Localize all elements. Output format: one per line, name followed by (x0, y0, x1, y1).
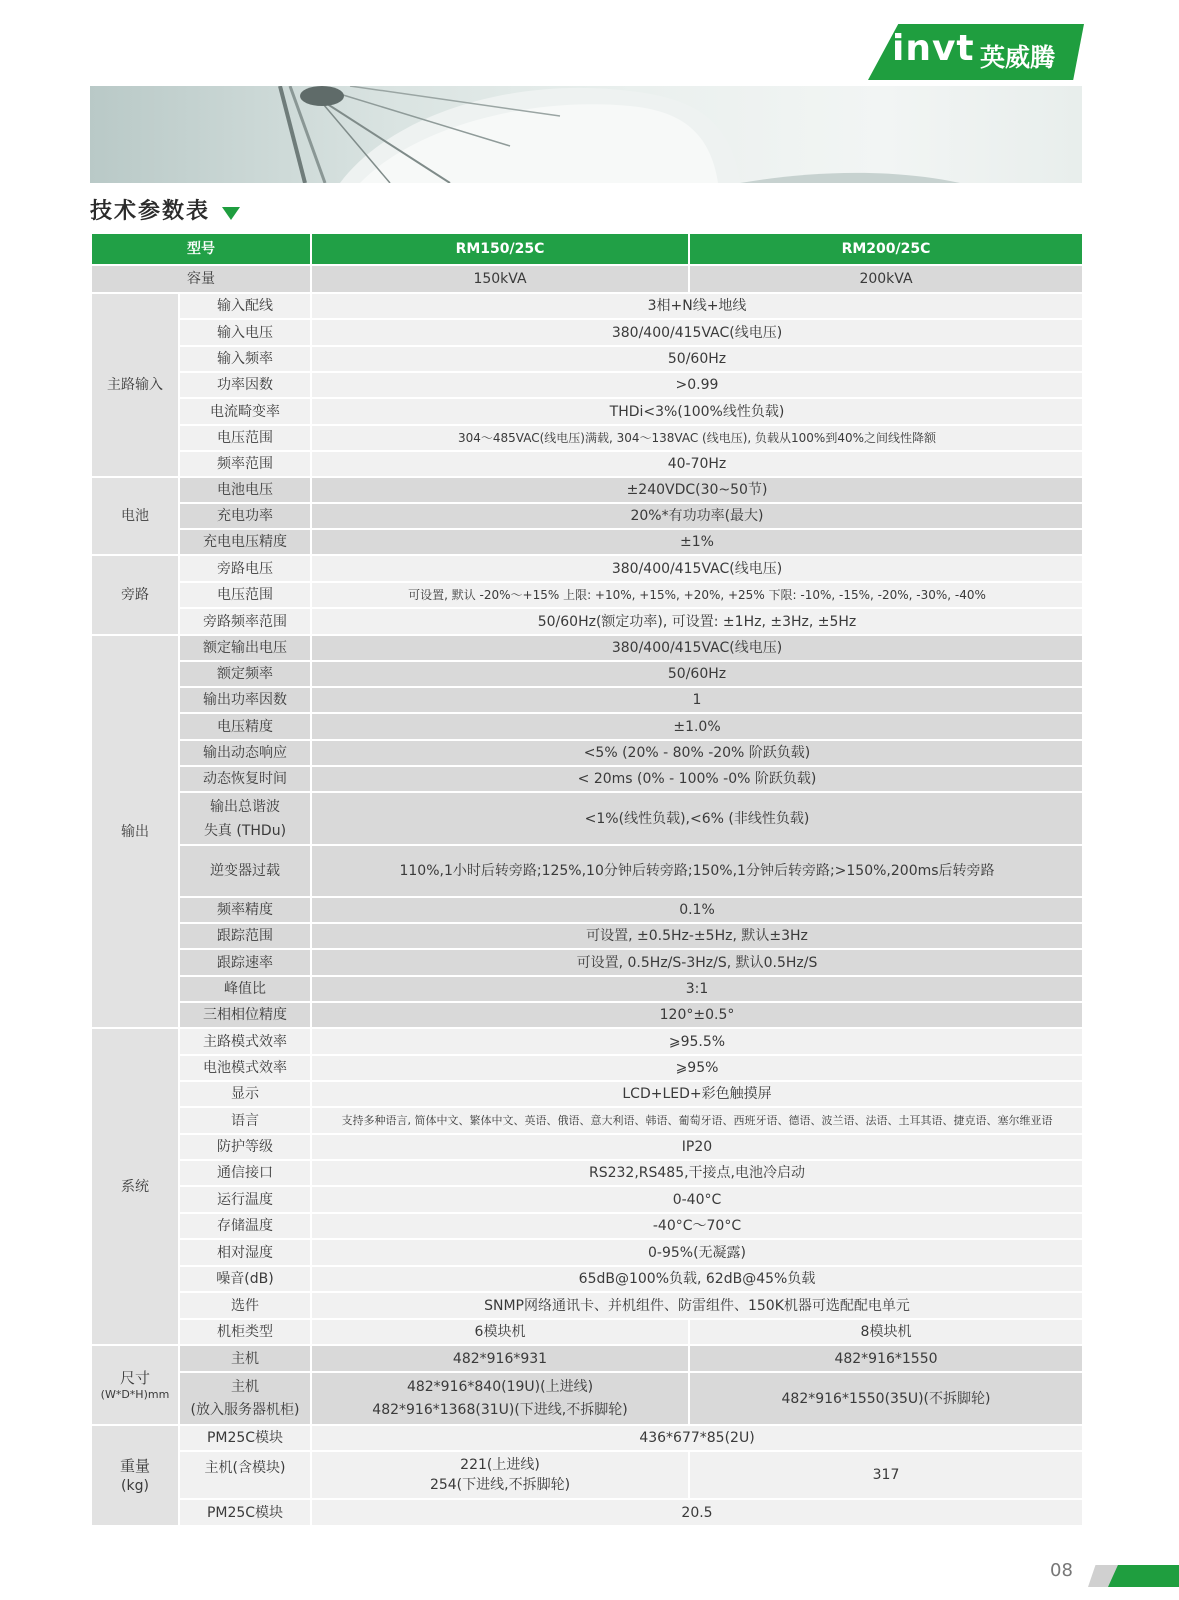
header-col2: RM200/25C (689, 233, 1083, 265)
row-value: RS232,RS485,干接点,电池冷启动 (311, 1160, 1083, 1186)
row-value: ⩾95.5% (311, 1028, 1083, 1055)
row-label: 旁路频率范围 (179, 608, 311, 635)
row-value: 50/60Hz(额定功率), 可设置: ±1Hz, ±3Hz, ±5Hz (311, 608, 1083, 635)
row-value: 支持多种语言, 简体中文、繁体中文、英语、俄语、意大利语、韩语、葡萄牙语、西班牙语、德语、波兰语、法语、土耳其语、捷克语、塞尔维亚语 (311, 1107, 1083, 1134)
row-value: LCD+LED+彩色触摸屏 (311, 1081, 1083, 1107)
group-size-title: 尺寸 (119, 1369, 150, 1387)
row-label: 防护等级 (179, 1134, 311, 1160)
row-value: ±1.0% (311, 713, 1083, 740)
section-title-text: 技术参数表 (90, 198, 211, 224)
row-label: 主机 (179, 1345, 311, 1372)
logo-chinese-name: 英威腾 (980, 43, 1056, 72)
row-label: 电压精度 (179, 713, 311, 740)
row-label: 电压范围 (179, 582, 311, 608)
row-value: IP20 (311, 1134, 1083, 1160)
group-main-input: 主路输入 (91, 293, 179, 477)
row-value: 50/60Hz (311, 346, 1083, 372)
table-row (91, 1319, 1083, 1345)
table-row (91, 372, 1083, 398)
row-label: 频率精度 (179, 897, 311, 923)
row-value: 3:1 (311, 976, 1083, 1002)
row-label: 语言 (179, 1107, 311, 1134)
row-label: 功率因数 (179, 372, 311, 398)
row-label: PM25C模块 (179, 1425, 311, 1451)
row-label: 动态恢复时间 (179, 766, 311, 792)
table-row (91, 582, 1083, 608)
row-value: 120°±0.5° (311, 1002, 1083, 1028)
row-label: 主机(含模块) (179, 1451, 311, 1499)
header-col1: RM150/25C (311, 233, 689, 265)
table-row (91, 923, 1083, 949)
row-value-line2: 482*916*1368(31U)(下进线,不拆脚轮) (372, 1402, 628, 1418)
row-value: 50/60Hz (311, 661, 1083, 687)
table-row (91, 1186, 1083, 1213)
row-value: 317 (689, 1451, 1083, 1499)
triangle-down-icon (222, 207, 240, 220)
row-label: 通信接口 (179, 1160, 311, 1186)
table-row (91, 1134, 1083, 1160)
table-row (91, 1451, 1083, 1499)
group-system: 系统 (91, 1028, 179, 1345)
row-value-line1: 221(上进线) (460, 1457, 540, 1473)
table-row (91, 740, 1083, 766)
row-value: >0.99 (311, 372, 1083, 398)
row-label: 旁路电压 (179, 555, 311, 582)
row-value: SNMP网络通讯卡、并机组件、防雷组件、150K机器可选配配电单元 (311, 1292, 1083, 1319)
row-label: 运行温度 (179, 1186, 311, 1213)
row-value-line2: 254(下进线,不拆脚轮) (429, 1477, 571, 1493)
group-size (91, 1345, 179, 1425)
table-row (91, 451, 1083, 477)
row-value: 40-70Hz (311, 451, 1083, 477)
row-label: 存储温度 (179, 1213, 311, 1239)
row-label (179, 1372, 311, 1425)
row-value: 可设置, ±0.5Hz-±5Hz, 默认±3Hz (311, 923, 1083, 949)
group-output: 输出 (91, 635, 179, 1028)
row-value (311, 1372, 689, 1425)
row-value: < 20ms (0% - 100% -0% 阶跃负载) (311, 766, 1083, 792)
table-row (91, 477, 1083, 503)
table-row (91, 425, 1083, 451)
row-value: 200kVA (689, 265, 1083, 293)
table-row (91, 346, 1083, 372)
row-label: 输出动态响应 (179, 740, 311, 766)
row-value: 380/400/415VAC(线电压) (311, 319, 1083, 346)
row-label-line2: 失真 (THDu) (203, 822, 287, 839)
table-row (91, 319, 1083, 346)
table-row (91, 1372, 1083, 1425)
table-row (91, 792, 1083, 845)
table-row (91, 687, 1083, 713)
table-row (91, 1239, 1083, 1266)
row-label: PM25C模块 (179, 1499, 311, 1526)
table-row (91, 503, 1083, 529)
row-label: 跟踪范围 (179, 923, 311, 949)
row-value-line1: 482*916*840(19U)(上进线) (406, 1379, 594, 1395)
group-weight-title: 重量 (119, 1456, 150, 1475)
table-row (91, 1002, 1083, 1028)
row-label-line1: 主机 (231, 1379, 259, 1395)
row-value: 8模块机 (689, 1319, 1083, 1345)
row-label: 逆变器过载 (179, 845, 311, 897)
table-row (91, 713, 1083, 740)
table-row (91, 1266, 1083, 1292)
row-value: 3相+N线+地线 (311, 293, 1083, 319)
header-model: 型号 (91, 233, 311, 265)
table-row (91, 1292, 1083, 1319)
table-row (91, 555, 1083, 582)
table-row (91, 1028, 1083, 1055)
row-value: 可设置, 默认 -20%～+15% 上限: +10%, +15%, +20%, +25% 下限: -10%, -15%, -20%, -30%, -40% (311, 582, 1083, 608)
table-row (91, 1160, 1083, 1186)
row-label: 峰值比 (179, 976, 311, 1002)
table-row (91, 608, 1083, 635)
row-value: 6模块机 (311, 1319, 689, 1345)
row-value: 304～485VAC(线电压)满载, 304～138VAC (线电压), 负载从100%到40%之间线性降额 (311, 425, 1083, 451)
row-value: 0.1% (311, 897, 1083, 923)
table-row (91, 1345, 1083, 1372)
row-value: ±1% (311, 529, 1083, 555)
satellite-dish-illustration (90, 86, 1082, 183)
group-battery: 电池 (91, 477, 179, 555)
row-value: ⩾95% (311, 1055, 1083, 1081)
satellite-dish-banner (90, 86, 1082, 183)
row-value: 482*916*1550(35U)(不拆脚轮) (689, 1372, 1083, 1425)
row-value: 0-40°C (311, 1186, 1083, 1213)
table-row (91, 1425, 1083, 1451)
table-row (91, 897, 1083, 923)
row-value: ±240VDC(30~50节) (311, 477, 1083, 503)
row-value: 380/400/415VAC(线电压) (311, 635, 1083, 661)
row-label: 输入配线 (179, 293, 311, 319)
table-row (91, 949, 1083, 976)
table-row (91, 766, 1083, 792)
row-value: 380/400/415VAC(线电压) (311, 555, 1083, 582)
table-row (91, 1213, 1083, 1239)
row-label: 选件 (179, 1292, 311, 1319)
row-label (179, 792, 311, 845)
table-row (91, 976, 1083, 1002)
row-value: -40°C～70°C (311, 1213, 1083, 1239)
row-value: 436*677*85(2U) (311, 1425, 1083, 1451)
table-row (91, 1081, 1083, 1107)
row-label: 跟踪速率 (179, 949, 311, 976)
row-label: 容量 (91, 265, 311, 293)
table-row (91, 529, 1083, 555)
row-label: 充电功率 (179, 503, 311, 529)
row-value: <1%(线性负载),<6% (非线性负载) (311, 792, 1083, 845)
row-value: 可设置, 0.5Hz/S-3Hz/S, 默认0.5Hz/S (311, 949, 1083, 976)
row-value: 1 (311, 687, 1083, 713)
row-value: 482*916*1550 (689, 1345, 1083, 1372)
row-label-line2: (放入服务器机柜) (190, 1402, 300, 1418)
group-weight-unit: (kg) (121, 1477, 149, 1494)
row-label: 额定频率 (179, 661, 311, 687)
row-label: 输入电压 (179, 319, 311, 346)
row-label: 噪音(dB) (179, 1266, 311, 1292)
row-label: 显示 (179, 1081, 311, 1107)
row-label: 三相相位精度 (179, 1002, 311, 1028)
row-label: 输入频率 (179, 346, 311, 372)
row-value (311, 1451, 689, 1499)
row-label: 输出功率因数 (179, 687, 311, 713)
row-label: 充电电压精度 (179, 529, 311, 555)
table-row (91, 635, 1083, 661)
table-header-row (91, 233, 1083, 265)
row-value: 150kVA (311, 265, 689, 293)
section-title (90, 194, 240, 224)
row-label: 额定输出电压 (179, 635, 311, 661)
row-label: 电流畸变率 (179, 398, 311, 425)
group-size-unit: (W*D*H)mm (100, 1388, 170, 1401)
corner-decoration-green (1108, 1565, 1179, 1587)
table-row (91, 1055, 1083, 1081)
table-row (91, 661, 1083, 687)
row-value: THDi<3%(100%线性负载) (311, 398, 1083, 425)
row-value: 20.5 (311, 1499, 1083, 1526)
table-row (91, 398, 1083, 425)
row-value: 110%,1小时后转旁路;125%,10分钟后转旁路;150%,1分钟后转旁路;>150%,200ms后转旁路 (311, 845, 1083, 897)
row-label: 电池电压 (179, 477, 311, 503)
row-label: 主路模式效率 (179, 1028, 311, 1055)
row-label: 电压范围 (179, 425, 311, 451)
table-row (91, 293, 1083, 319)
row-value: <5% (20% - 80% -20% 阶跃负载) (311, 740, 1083, 766)
row-value: 65dB@100%负载, 62dB@45%负载 (311, 1266, 1083, 1292)
group-bypass: 旁路 (91, 555, 179, 635)
table-row (91, 1499, 1083, 1526)
logo-wordmark: invt (892, 28, 975, 69)
row-label: 电池模式效率 (179, 1055, 311, 1081)
row-label: 相对湿度 (179, 1239, 311, 1266)
table-row (91, 1107, 1083, 1134)
spec-table (90, 232, 1084, 1527)
row-value: 20%*有功功率(最大) (311, 503, 1083, 529)
row-value: 0-95%(无凝露) (311, 1239, 1083, 1266)
table-row (91, 845, 1083, 897)
brand-logo (868, 24, 1084, 80)
group-weight (91, 1425, 179, 1526)
row-label: 机柜类型 (179, 1319, 311, 1345)
row-value: 482*916*931 (311, 1345, 689, 1372)
page-number: 08 (1050, 1560, 1073, 1581)
row-label: 频率范围 (179, 451, 311, 477)
row-label-line1: 输出总谐波 (210, 798, 280, 815)
table-row (91, 265, 1083, 293)
